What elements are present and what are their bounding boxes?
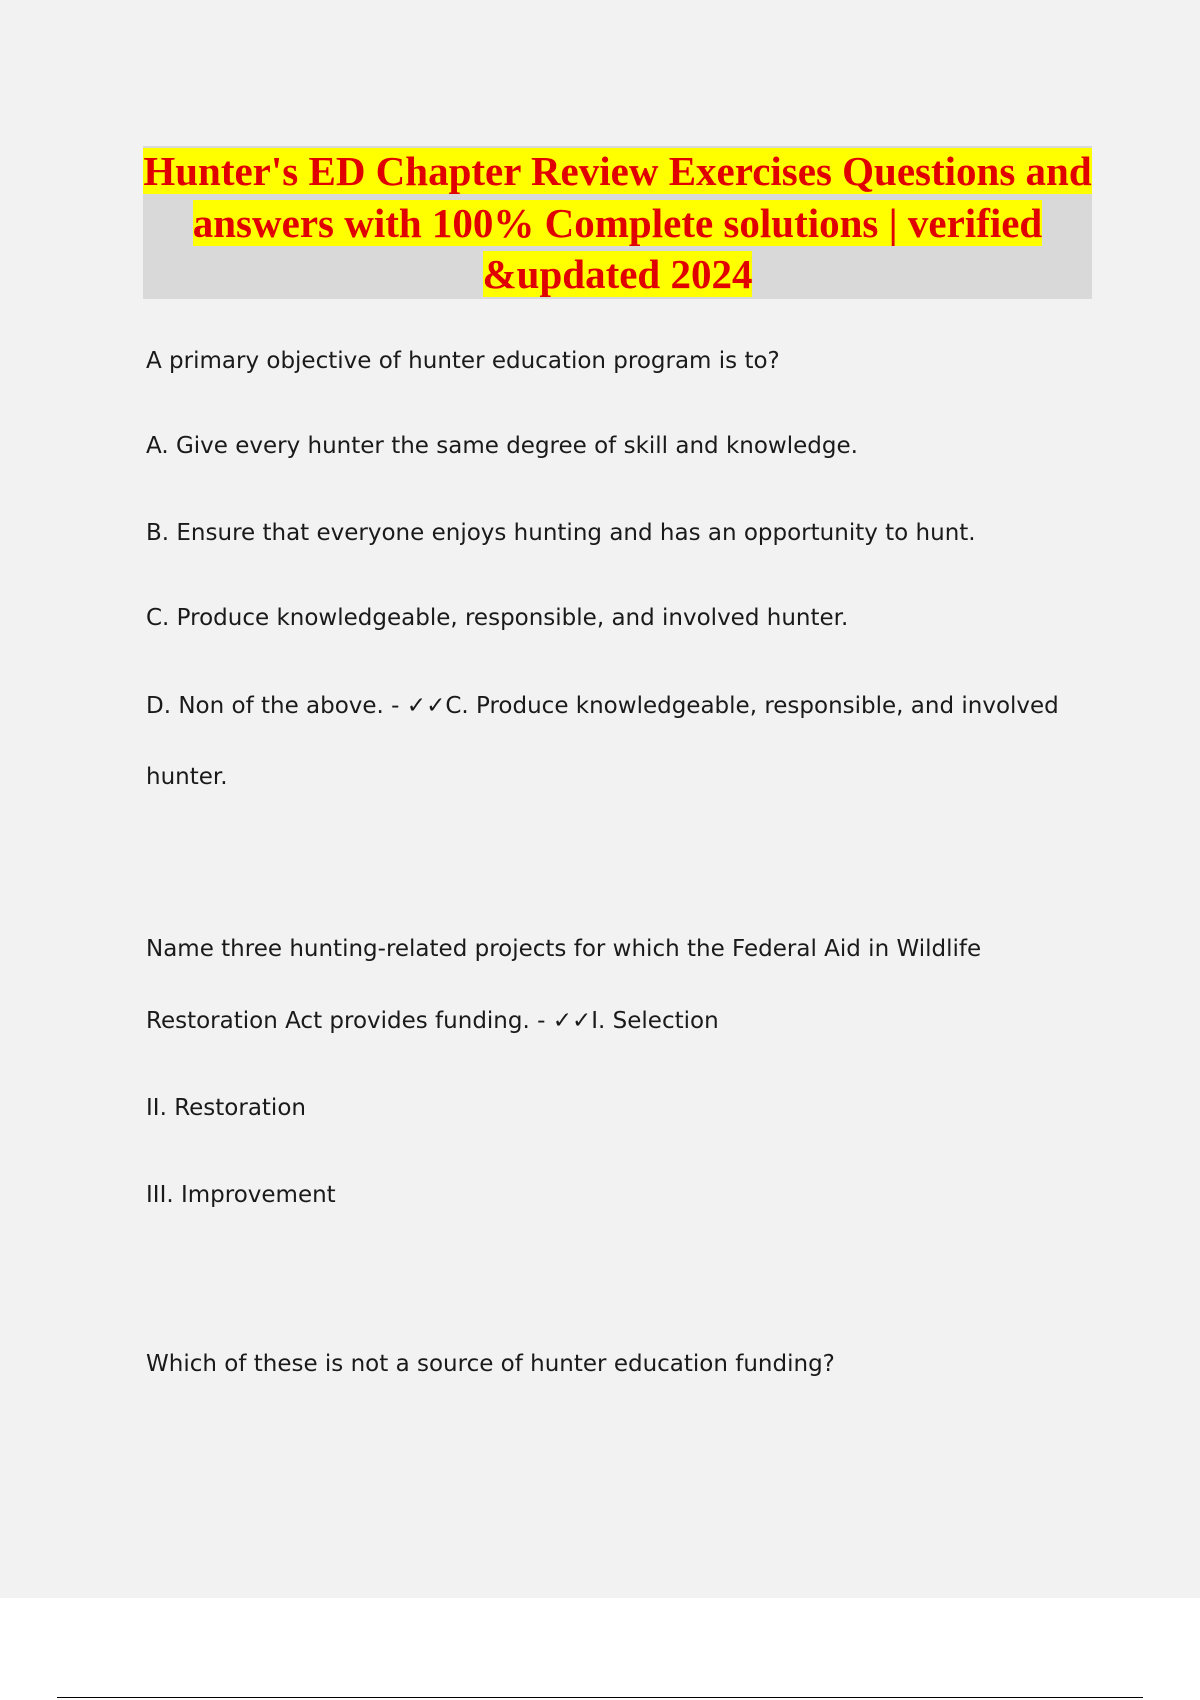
- option-a: A. Give every hunter the same degree of skill and knowledge.: [146, 433, 858, 459]
- question-1-text: A primary objective of hunter education program is to?: [146, 348, 780, 374]
- option-b: B. Ensure that everyone enjoys hunting and has an opportunity to hunt.: [146, 520, 976, 546]
- question-2-text: Name three hunting-related projects for which the Federal Aid in Wildlife: [146, 936, 982, 962]
- answer-item-2: II. Restoration: [146, 1095, 306, 1121]
- option-d-answer: D. Non of the above. - ✓✓C. Produce knowledgeable, responsible, and involved: [146, 693, 1059, 719]
- question-2-answer: Restoration Act provides funding. - ✓✓I. Selection: [146, 1008, 719, 1034]
- document-title: [143, 146, 1092, 301]
- footer-divider: [57, 1697, 1143, 1698]
- question-3-text: Which of these is not a source of hunter education funding?: [146, 1351, 835, 1377]
- option-c: C. Produce knowledgeable, responsible, and involved hunter.: [146, 605, 849, 631]
- answer-item-3: III. Improvement: [146, 1182, 336, 1208]
- title-highlight: Hunter's ED Chapter Review Exercises Questions and answers with 100% Complete solutions | verified &updated 2024: [143, 148, 1092, 297]
- answer-continuation: hunter.: [146, 764, 228, 790]
